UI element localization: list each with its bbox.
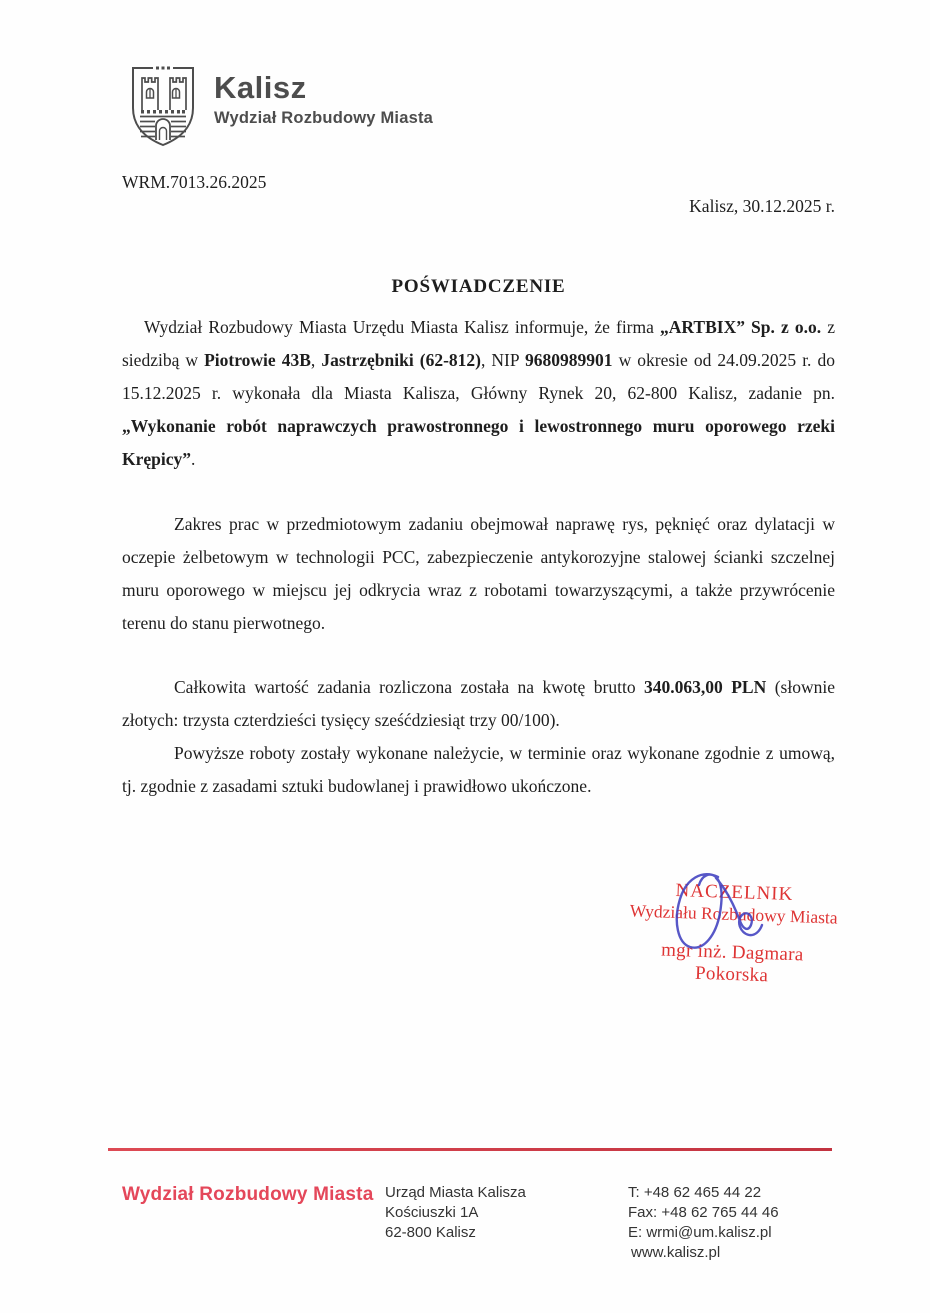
- footer-line: 62-800 Kalisz: [385, 1224, 476, 1241]
- reference-number: WRM.7013.26.2025: [122, 172, 267, 192]
- handwritten-signature: [652, 855, 792, 965]
- place-date-line: Kalisz, 30.12.2025 r.: [689, 196, 835, 216]
- footer-line: www.kalisz.pl: [631, 1244, 721, 1261]
- letterhead: [125, 64, 433, 152]
- logo-text: [214, 64, 433, 128]
- logo-title: Kalisz: [214, 70, 307, 105]
- footer-line: Kościuszki 1A: [385, 1204, 479, 1221]
- stamp-line: Wydziału Rozbudowy Miasta: [629, 900, 838, 928]
- stamp-line: mgr inż. Dagmara Pokorska: [660, 939, 804, 987]
- footer-line: Fax: +48 62 765 44 46: [628, 1204, 779, 1221]
- logo-subtitle: Wydział Rozbudowy Miasta: [214, 109, 434, 127]
- stamp-line: NACZELNIK: [675, 879, 794, 906]
- body-paragraph: Całkowita wartość zadania rozliczona została na kwotę brutto 340.063,00 PLN (słownie złotych: trzysta czterdzieści tysięcy sześćdziesiąt trzy 00/100).: [122, 677, 835, 730]
- footer-divider: [108, 1148, 832, 1151]
- footer-contact: [628, 1183, 779, 1263]
- document-body: [122, 311, 835, 803]
- kalisz-crest-icon: [125, 64, 201, 152]
- footer-department: Wydział Rozbudowy Miasta: [122, 1184, 374, 1205]
- footer-address: [385, 1183, 526, 1243]
- footer-line: T: +48 62 465 44 22: [628, 1184, 762, 1201]
- document-title: POŚWIADCZENIE: [391, 276, 566, 297]
- body-paragraph: Zakres prac w przedmiotowym zadaniu obejmował naprawę rys, pęknięć oraz dylatacji w oczepie żelbetowym w technologii PCC, zabezpieczenie antykorozyjne stalowej ścianki szczelnej muru oporowego w miejscu jej odkrycia wraz z robotami towarzyszącymi, a także przywrócenie terenu do stanu pierwotnego.: [122, 514, 835, 633]
- body-paragraph: Powyższe roboty zostały wykonane należycie, w terminie oraz wykonane zgodnie z umową, tj. zgodnie z zasadami sztuki budowlanej i prawidłowo ukończone.: [122, 743, 835, 796]
- footer-line: E: wrmi@um.kalisz.pl: [628, 1224, 772, 1241]
- body-paragraph: Wydział Rozbudowy Miasta Urzędu Miasta Kalisz informuje, że firma „ARTBIX” Sp. z o.o. z siedzibą w Piotrowie 43B, Jastrzębniki (62-812), NIP 9680989901 w okresie od 24.09.2025 r. do 15.12.2025 r. wykonała dla Miasta Kalisza, Główny Rynek 20, 62-800 Kalisz, zadanie pn. „Wykonanie robót naprawczych prawostronnego i lewostronnego muru oporowego rzeki Krępicy”.: [122, 317, 835, 469]
- footer-line: Urząd Miasta Kalisza: [385, 1184, 526, 1201]
